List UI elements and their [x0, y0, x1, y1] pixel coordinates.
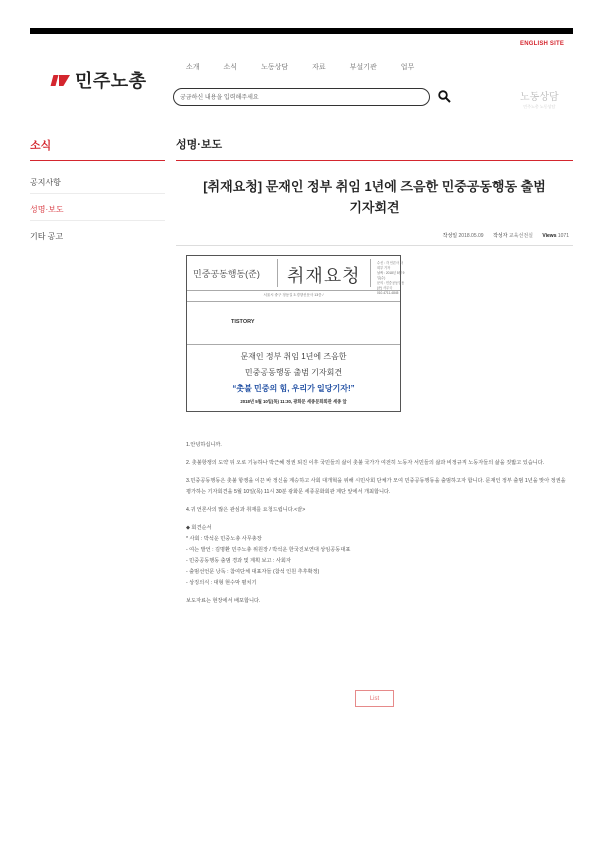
contact-line: 010-4711-4845	[377, 291, 399, 295]
sidebar-item-other-notices[interactable]: 기타 공고	[30, 232, 64, 241]
press-separator	[277, 259, 278, 287]
views-label: Views	[542, 233, 557, 239]
article-body	[186, 440, 572, 614]
program-item: - 출범선언문 낭독 : 참여단체 대표자들 (참석 인원 추후확정)	[186, 569, 320, 575]
views-value: 1071	[557, 233, 569, 239]
contact-line: 수신 : 각 언론사 사회부 기자	[377, 261, 403, 270]
sidebar-item-notices[interactable]: 공지사항	[30, 178, 61, 187]
press-divider	[187, 301, 400, 302]
press-release-image	[186, 255, 405, 412]
body-paragraph: 2. 촛불항쟁의 도약 뒤 오로 기능하나 박근혜 정권 퇴진 이후 국민들의 삶이 촛불 국가가 여전히 노동자 서민들의 삶과 비정규직 노동자들의 삶을 짓밟고 있습니다.	[186, 460, 545, 466]
date-label: 작성일	[442, 233, 458, 239]
body-closing: 보도자료는 현장에서 배포합니다.	[186, 598, 261, 604]
article-title-line2: 기자회견	[349, 200, 400, 215]
tistory-label: TISTORY	[231, 319, 255, 325]
logo-text: 민주노총	[75, 71, 147, 91]
list-button[interactable]: List	[355, 690, 394, 707]
article-title-line1: [취재요청] 문재인 정부 취임 1년에 즈음한 민중공동행동 출범	[203, 179, 546, 194]
contact-line: 날짜 : 2018년 5월 9일(수)	[377, 271, 405, 280]
contact-line: 문의 : 민중공동행동(준) 사무국	[377, 281, 405, 290]
body-paragraph: 3.민중공동행동은 촛불 항쟁을 이끈 바 정신을 계승하고 사회 대개혁을 위해 시민사회 단체가 모여 민중공동행동을 출범하고자 합니다. 문재인 정부 출범 1년을 맞아 정권을 평가하는 기자회견을 5월 10일(목) 11시 30분 광화문 세종문화회관 계단 앞에서 개최합니다.	[186, 478, 566, 495]
press-type: 취재요청	[287, 266, 361, 286]
author-value: 교육선전실	[508, 233, 533, 239]
sidebar-item-statements[interactable]: 성명·보도	[30, 205, 64, 214]
title-divider	[176, 160, 573, 161]
labor-consult-link[interactable]	[520, 88, 559, 110]
nav-item-affiliates[interactable]: 부설기관	[349, 64, 377, 71]
consult-title: 노동상담	[520, 92, 559, 103]
nav-item-resources[interactable]: 자료	[312, 64, 326, 71]
press-org: 민중공동행동(준)	[193, 269, 260, 279]
meta-divider	[176, 245, 573, 246]
press-separator	[370, 259, 371, 287]
press-slogan: “촛불 민중의 힘, 우리가 일당기자!”	[232, 384, 355, 393]
program-title: ◆ 회견순서	[186, 525, 212, 531]
program-item: - 상징의식 : 대형 현수막 펼치기	[186, 580, 257, 586]
sidebar-separator	[30, 193, 165, 194]
body-paragraph: 1.안녕하십니까.	[186, 442, 222, 448]
author-label: 작성자	[492, 233, 508, 239]
press-datetime: 2018년 5월 10일(목) 11:30, 광화문 세종문화회관 세종 앞	[240, 399, 347, 404]
nav-item-work[interactable]: 업무	[400, 64, 415, 71]
consult-subtitle: 민주노총 노동상담	[523, 104, 556, 109]
logo-mark-icon	[52, 73, 72, 87]
nav-item-news[interactable]: 소식	[223, 64, 238, 71]
sidebar-title: 소식	[30, 140, 52, 152]
sidebar-divider	[30, 160, 165, 161]
program-item: - 민중공동행동 출범 경과 및 계획 보고 : 사회자	[186, 558, 291, 564]
body-paragraph: 4.귀 언론사의 많은 관심과 취재를 요청드립니다.<끝>	[186, 507, 306, 513]
press-headline-1: 문재인 정부 취임 1년에 즈음한	[240, 352, 347, 361]
nav-item-labor-consult[interactable]: 노동상담	[261, 64, 289, 71]
search-input[interactable]	[180, 92, 420, 103]
search-box	[173, 88, 430, 106]
press-divider	[187, 344, 400, 345]
press-address: 서울시 중구 정동길 3 경향신문사 13층 /	[263, 293, 324, 297]
press-divider	[187, 290, 400, 291]
page-title: 성명·보도	[176, 139, 223, 151]
top-black-bar	[30, 28, 573, 34]
logo[interactable]	[52, 67, 147, 93]
program-item: - 여는 발언 : 김명환 민주노총 위원장 / 박석운 한국진보연대 상임공동대표	[186, 547, 351, 553]
main-nav	[186, 62, 438, 72]
article-meta	[176, 232, 569, 239]
search-icon[interactable]	[438, 90, 451, 103]
sidebar-separator	[30, 220, 165, 221]
date-value: 2018.05.09	[458, 233, 484, 239]
press-headline-2: 민중공동행동 출범 기자회견	[244, 368, 343, 377]
english-site-link[interactable]: ENGLISH SITE	[520, 41, 565, 47]
nav-item-intro[interactable]: 소개	[186, 64, 200, 71]
program-item: * 사회 : 박석운 민중노총 사무총장	[186, 536, 262, 542]
article-title	[176, 176, 573, 218]
